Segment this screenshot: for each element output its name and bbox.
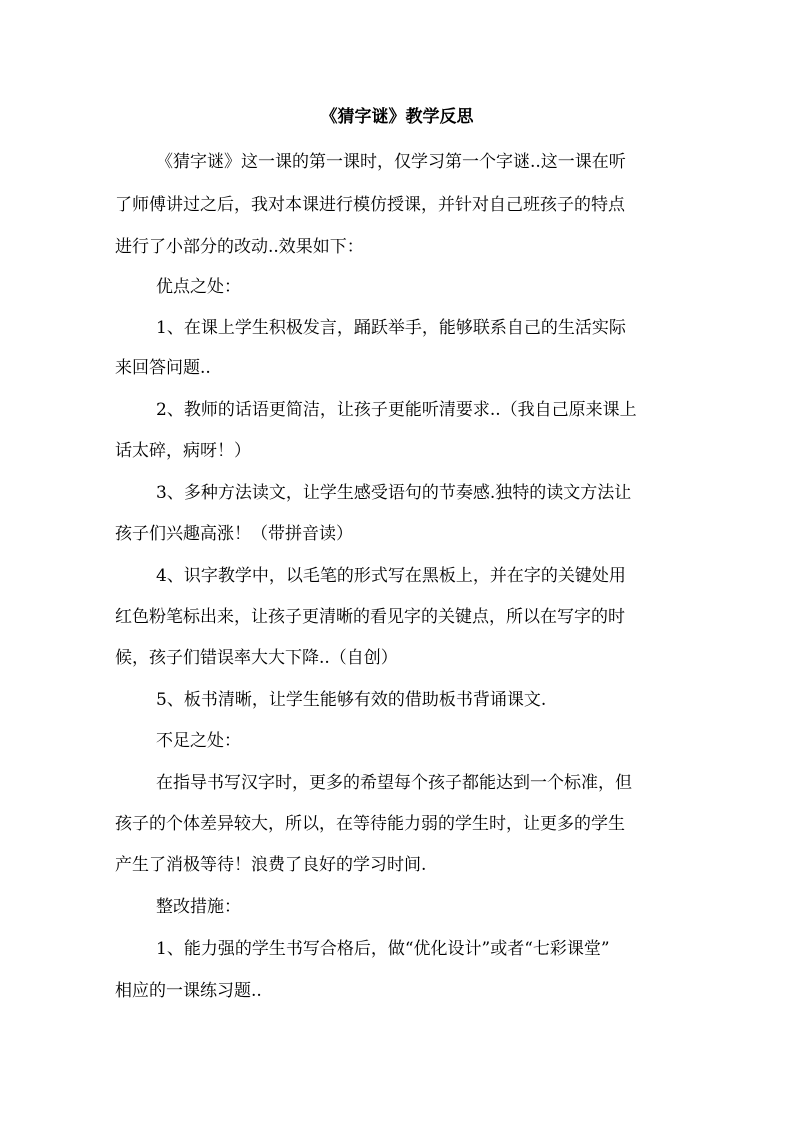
advantage-4-line-1: 4、识字教学中，以毛笔的形式写在黑板上，并在字的关键处用 [156,566,626,586]
advantage-3-line-1: 3、多种方法读文，让学生感受语句的节奏感.独特的读文方法让 [156,483,632,503]
shortcomings-line-1: 在指导书写汉字时，更多的希望每个孩子都能达到一个标准，但 [156,773,632,793]
advantages-heading: 优点之处： [156,277,241,297]
intro-line-3: 进行了小部分的改动..效果如下： [115,237,364,257]
measure-1-line-1: 1、能力强的学生书写合格后，做“优化设计”或者“七彩课堂” [156,939,610,959]
intro-line-2: 了师傅讲过之后，我对本课进行模仿授课，并针对自己班孩子的特点 [115,195,625,215]
shortcomings-line-3: 产生了消极等待！浪费了良好的学习时间. [115,855,427,875]
shortcomings-heading: 不足之处： [156,731,241,751]
advantage-2-line-2: 话太碎，病呀！） [115,441,251,461]
advantage-4-line-2: 红色粉笔标出来，让孩子更清晰的看见字的关键点，所以在写字的时 [115,607,625,627]
shortcomings-line-2: 孩子的个体差异较大，所以，在等待能力弱的学生时，让更多的学生 [115,814,625,834]
measure-1-line-2: 相应的一课练习题.. [115,981,262,1001]
advantage-3-line-2: 孩子们兴趣高涨！（带拼音读） [115,524,353,544]
advantage-4-line-3: 候，孩子们错误率大大下降..（自创） [115,648,398,668]
advantage-2-line-1: 2、教师的话语更简洁，让孩子更能听清要求..（我自己原来课上 [156,400,637,420]
advantage-5-line-1: 5、板书清晰，让学生能够有效的借助板书背诵课文. [156,690,547,710]
measures-heading: 整改措施： [156,897,241,917]
advantage-1-line-2: 来回答问题.. [115,358,211,378]
intro-line-1: 《猜字谜》这一课的第一课时，仅学习第一个字谜..这一课在听 [156,152,626,172]
advantage-1-line-1: 1、在课上学生积极发言，踊跃举手，能够联系自己的生活实际 [156,318,626,338]
document-title: 《猜字谜》教学反思 [320,107,474,127]
